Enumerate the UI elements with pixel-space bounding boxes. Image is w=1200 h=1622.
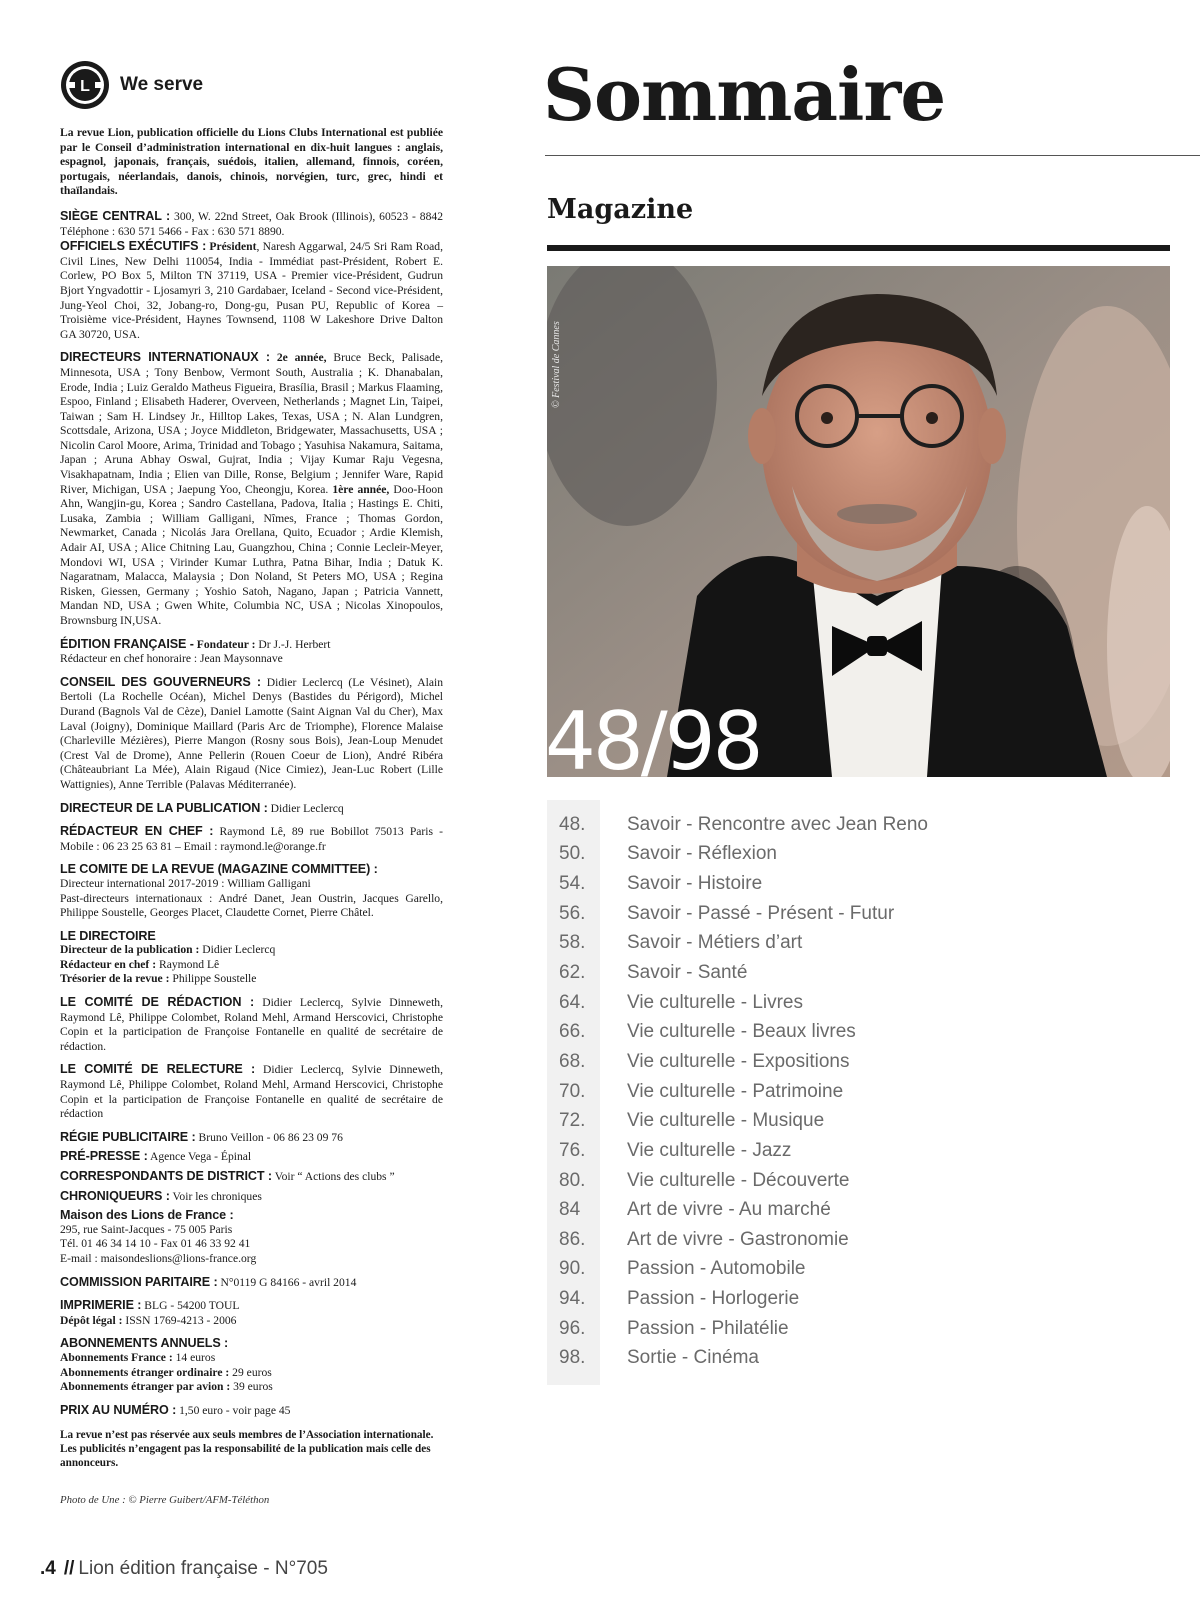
cover-photo-credit: Photo de Une : © Pierre Guibert/AFM-Téléthon bbox=[60, 1494, 270, 1507]
title-divider bbox=[545, 155, 1200, 156]
toc-page-number: 72. bbox=[559, 1110, 586, 1132]
toc-page-number: 62. bbox=[559, 962, 586, 984]
toc-entry[interactable] bbox=[547, 1106, 1170, 1136]
directeur-publication: DIRECTEUR DE LA PUBLICATION : Didier Leclercq bbox=[60, 800, 344, 815]
toc-entry-title: Vie culturelle - Livres bbox=[627, 991, 804, 1013]
toc-entry[interactable] bbox=[547, 1284, 1170, 1314]
intro-text: La revue Lion, publication officielle du Lions Clubs International est publiée par le Conseil d’administration international en dix-huit langues : anglais, espagnol, japonais, français, suédois, italien, allemand, finnois, coréen, portugais, néerlandais, danois, chinois, norvégien, turc, grec, hindi et thaïlandais. bbox=[60, 126, 443, 198]
conseil-gouverneurs: CONSEIL DES GOUVERNEURS : Didier Leclercq (Le Vésinet), Alain Bertoli (La Rochelle Océan), Michel Denys (Bastides du Périgord), Michel Durand (Bagnols Val de Cèze), Daniel Lamotte (Saint Aignan Val du Cher), Max Laval (Joigny), Dominique Maillard (Paris Arc de Triomphe), Florence Malaise (Charleville Mézières), Pierre Mangon (Rosny sous Bois), Jean-Loup Menudet (Crest Val de Drome), Anne Pellerin (Rouen Coeur de Lion), André Ribéra (Châteaubriant La Mée), Alain Rigaud (Nice Cimiez), Jean-Luc Robert (Lille Wattignies), Anne Terrible (Palavas Méditerranée). bbox=[60, 674, 443, 791]
toc-entry[interactable] bbox=[547, 958, 1170, 988]
disclaimer-note: La revue n’est pas réservée aux seuls membres de l’Association internationale. Les publicités n’engagent pas la responsabilité de la publication mais celle des annonceurs. bbox=[60, 1429, 434, 1470]
officiels-executifs: OFFICIELS EXÉCUTIFS : Président, Naresh Aggarwal, 24/5 Sri Ram Road, Civil Lines, New Delhi 110054, India - Immédiat past-Président, Robert E. Corlew, PO Box 5, Milton TN 37119, USA - Premier vice-Président, Gudrun Bjort Yngvadottir - Ljosamyri 3, 210 Gardabaer, Iceland - Second vice-Président, Jung-Yeol Choi, 32, Jobang-ro, Dong-gu, Pusan PU, Republic of Korea – Troisième vice-Président, Haynes Townsend, 1108 W Lakeshore Drive Dalton GA 30720, USA. bbox=[60, 239, 443, 341]
lions-emblem-icon bbox=[60, 60, 110, 110]
toc-entry-title: Art de vivre - Gastronomie bbox=[627, 1228, 849, 1250]
toc-entry[interactable] bbox=[547, 1047, 1170, 1077]
correspondants-district: CORRESPONDANTS DE DISTRICT : Voir “ Actions des clubs ” bbox=[60, 1169, 395, 1183]
toc-entry-title: Passion - Horlogerie bbox=[627, 1288, 800, 1310]
svg-text:L: L bbox=[80, 78, 90, 95]
table-of-contents bbox=[547, 810, 1170, 1373]
toc-entry[interactable] bbox=[547, 810, 1170, 840]
toc-entry[interactable] bbox=[547, 1136, 1170, 1166]
toc-page-number: 56. bbox=[559, 902, 586, 924]
section-title: Magazine bbox=[547, 194, 694, 225]
regie-publicitaire: RÉGIE PUBLICITAIRE : Bruno Veillon - 06 86 23 09 76 bbox=[60, 1129, 343, 1144]
toc-page-number: 98. bbox=[559, 1347, 586, 1369]
toc-entry-title: Savoir - Histoire bbox=[627, 873, 763, 895]
toc-entry-title: Savoir - Réflexion bbox=[627, 843, 777, 865]
toc-entry-title: Vie culturelle - Jazz bbox=[627, 1139, 792, 1161]
toc-page-number: 68. bbox=[559, 1050, 586, 1072]
commission-paritaire: COMMISSION PARITAIRE : N°0119 G 84166 - avril 2014 bbox=[60, 1274, 357, 1289]
brand-header bbox=[60, 58, 443, 112]
toc-page-number: 94. bbox=[559, 1288, 586, 1310]
page-range-overlay: 48/98 bbox=[545, 695, 761, 788]
siege-central: SIÈGE CENTRAL : 300, W. 22nd Street, Oak Brook (Illinois), 60523 - 8842 Téléphone : 630 571 5466 - Fax : 630 571 8890. bbox=[60, 208, 443, 238]
toc-page-number: 80. bbox=[559, 1169, 586, 1191]
toc-page-number: 76. bbox=[559, 1139, 586, 1161]
toc-entry[interactable] bbox=[547, 1314, 1170, 1344]
toc-page-number: 64. bbox=[559, 991, 586, 1013]
comite-redaction: LE COMITÉ DE RÉDACTION : Didier Leclercq, Sylvie Dinneweth, Raymond Lê, Philippe Colombet, Roland Mehl, Armand Herscovici, Christophe Copin et la participation de Françoise Fontanelle en qualité de secrétaire de rédaction. bbox=[60, 995, 443, 1053]
toc-page-number: 84 bbox=[559, 1199, 581, 1221]
toc-entry-title: Vie culturelle - Musique bbox=[627, 1110, 825, 1132]
toc-entry-title: Passion - Automobile bbox=[627, 1258, 806, 1280]
publication-name: Lion édition française - N°705 bbox=[78, 1558, 328, 1579]
section-divider bbox=[547, 245, 1170, 251]
toc-entry[interactable] bbox=[547, 1077, 1170, 1107]
toc-entry-title: Art de vivre - Au marché bbox=[627, 1199, 831, 1221]
page-footer bbox=[40, 1558, 328, 1580]
toc-entry[interactable] bbox=[547, 1225, 1170, 1255]
toc-page-number: 96. bbox=[559, 1317, 586, 1339]
photo-credit: © Festival de Cannes bbox=[551, 321, 562, 408]
toc-entry[interactable] bbox=[547, 899, 1170, 929]
pre-presse: PRÉ-PRESSE : Agence Vega - Épinal bbox=[60, 1149, 252, 1164]
toc-entry-title: Savoir - Rencontre avec Jean Reno bbox=[627, 813, 928, 835]
toc-entry[interactable] bbox=[547, 1344, 1170, 1374]
toc-page-number: 86. bbox=[559, 1228, 586, 1250]
motto: We serve bbox=[120, 74, 204, 95]
toc-entry[interactable] bbox=[547, 840, 1170, 870]
toc-entry[interactable] bbox=[547, 869, 1170, 899]
comite-relecture: LE COMITÉ DE RELECTURE : Didier Leclercq, Sylvie Dinneweth, Raymond Lê, Philippe Colombet, Roland Mehl, Armand Herscovici, Christophe Copin et la participation de Françoise Fontanelle en qualité de secrétaire de rédaction bbox=[60, 1062, 443, 1121]
toc-page-number: 48. bbox=[559, 813, 586, 835]
redacteur-en-chef: RÉDACTEUR EN CHEF : Raymond Lê, 89 rue Bobillot 75013 Paris - Mobile : 06 23 25 63 81 – Email : raymond.le@orange.fr bbox=[60, 824, 443, 853]
toc-entry-title: Savoir - Santé bbox=[627, 962, 748, 984]
masthead-column bbox=[60, 58, 443, 1506]
toc-entry-title: Vie culturelle - Beaux livres bbox=[627, 1021, 856, 1043]
toc-entry-title: Passion - Philatélie bbox=[627, 1317, 789, 1339]
prix-au-numero: PRIX AU NUMÉRO : 1,50 euro - voir page 45 bbox=[60, 1402, 291, 1417]
abonnements: ABONNEMENTS ANNUELS : Abonnements France : 14 euros Abonnements étranger ordinaire : 29 euros Abonnements étranger par avion : 39 euros bbox=[60, 1336, 273, 1394]
toc-page-number: 50. bbox=[559, 843, 586, 865]
toc-entry[interactable] bbox=[547, 1195, 1170, 1225]
toc-entry[interactable] bbox=[547, 1166, 1170, 1196]
toc-entry[interactable] bbox=[547, 929, 1170, 959]
edition-francaise: ÉDITION FRANÇAISE - Fondateur : Dr J.-J. Herbert Rédacteur en chef honoraire : Jean Maysonnave bbox=[60, 636, 331, 666]
toc-page-number: 66. bbox=[559, 1021, 586, 1043]
toc-entry-title: Savoir - Métiers d’art bbox=[627, 932, 803, 954]
toc-entry[interactable] bbox=[547, 988, 1170, 1018]
imprimerie: IMPRIMERIE : BLG - 54200 TOUL Dépôt légal : ISSN 1769-4213 - 2006 bbox=[60, 1298, 240, 1327]
toc-page-number: 58. bbox=[559, 932, 586, 954]
toc-entry[interactable] bbox=[547, 1017, 1170, 1047]
toc-entry-title: Sortie - Cinéma bbox=[627, 1347, 759, 1369]
chroniqueurs: CHRONIQUEURS : Voir les chroniques bbox=[60, 1188, 262, 1203]
toc-page-number: 90. bbox=[559, 1258, 586, 1280]
footer-separator: // bbox=[63, 1558, 75, 1579]
toc-entry-title: Vie culturelle - Patrimoine bbox=[627, 1080, 844, 1102]
toc-entry-title: Savoir - Passé - Présent - Futur bbox=[627, 902, 895, 924]
toc-page-number: 54. bbox=[559, 873, 586, 895]
toc-entry-title: Vie culturelle - Découverte bbox=[627, 1169, 850, 1191]
page-title: Sommaire bbox=[543, 52, 946, 137]
toc-entry[interactable] bbox=[547, 1255, 1170, 1285]
directoire: LE DIRECTOIRE Directeur de la publication : Didier Leclercq Rédacteur en chef : Raymond Lê Trésorier de la revue : Philippe Soustelle bbox=[60, 928, 276, 986]
directeurs-internationaux: DIRECTEURS INTERNATIONAUX : 2e année, Bruce Beck, Palisade, Minnesota, USA ; Tony Benbow, Vermont South, Australia ; K. Dhanabalan, Erode, India ; Luiz Geraldo Matheus Figueira, Brasília, Brasil ; Markus Flaaming, Espoo, Finland ; Elisabeth Haderer, Overveen, Netherlands ; Magnet Lin, Taipei, Taiwan ; Sam H. Lindsey Jr., Hilltop Lakes, Texas, USA ; N. Alan Lundgren, Scottsdale, Arizona, USA ; Joyce Middleton, Bridgewater, Massachusetts, USA ; Nicolin Carol Moore, Arima, Trinidad and Tobago ; Yasuhisa Nakamura, Saitama, Japan ; Aruna Abhay Oswal, Gujrat, India ; Vijay Kumar Raju Vegesna, Visakhapatnam, India ; Elien van Dille, Ronse, Belgium ; Jennifer Ware, Rapid River, Michigan, USA ; Jaepung Yoo, Cheongju, Korea. 1ère année, Doo-Hoon Ahn, Wangjin-gu, Korea ; Sandro Castellana, Padova, Italia ; Hastings E. Chiti, Lusaka, Zambia ; William Galligani, Nîmes, France ; Thomas Gordon, Newmarket, Canada ; Nicolás Jara Orellana, Quito, Ecuador ; Ardie Klemish, Adair AI, USA ; Alice Chitning Lau, Guangzhou, China ; Connie Lecleir-Meyer, Mondovi WI, USA ; Virinder Kumar Luthra, Patna Bihar, India ; Datuk K. Nagaratnam, Malacca, Malaysia ; Don Noland, St Peters MO, USA ; Regina Risken, Giessen, Germany ; Yoshio Satoh, Nagano, Japan ; Patricia Vannett, Mandan ND, USA ; Gwen White, Columbia NC, USA ; Nicolas Xinopoulos, Brownsburg IN,USA. bbox=[60, 350, 443, 627]
comite-revue: LE COMITE DE LA REVUE (MAGAZINE COMMITTEE) : Directeur international 2017-2019 : William Galligani Past-directeurs internationaux : André Danet, Jean Oustrin, Jacques Garello, Philippe Soustelle, Georges Placet, Claudette Cornet, Pierre Châtel. bbox=[60, 862, 443, 920]
toc-entry-title: Vie culturelle - Expositions bbox=[627, 1050, 850, 1072]
page-number: .4 bbox=[40, 1558, 56, 1579]
maison-des-lions: Maison des Lions de France : 295, rue Saint-Jacques - 75 005 Paris Tél. 01 46 34 14 10 - Fax 01 46 33 92 41 E-mail : maisondeslions@lions-france.org bbox=[60, 1208, 257, 1265]
toc-page-number: 70. bbox=[559, 1080, 586, 1102]
